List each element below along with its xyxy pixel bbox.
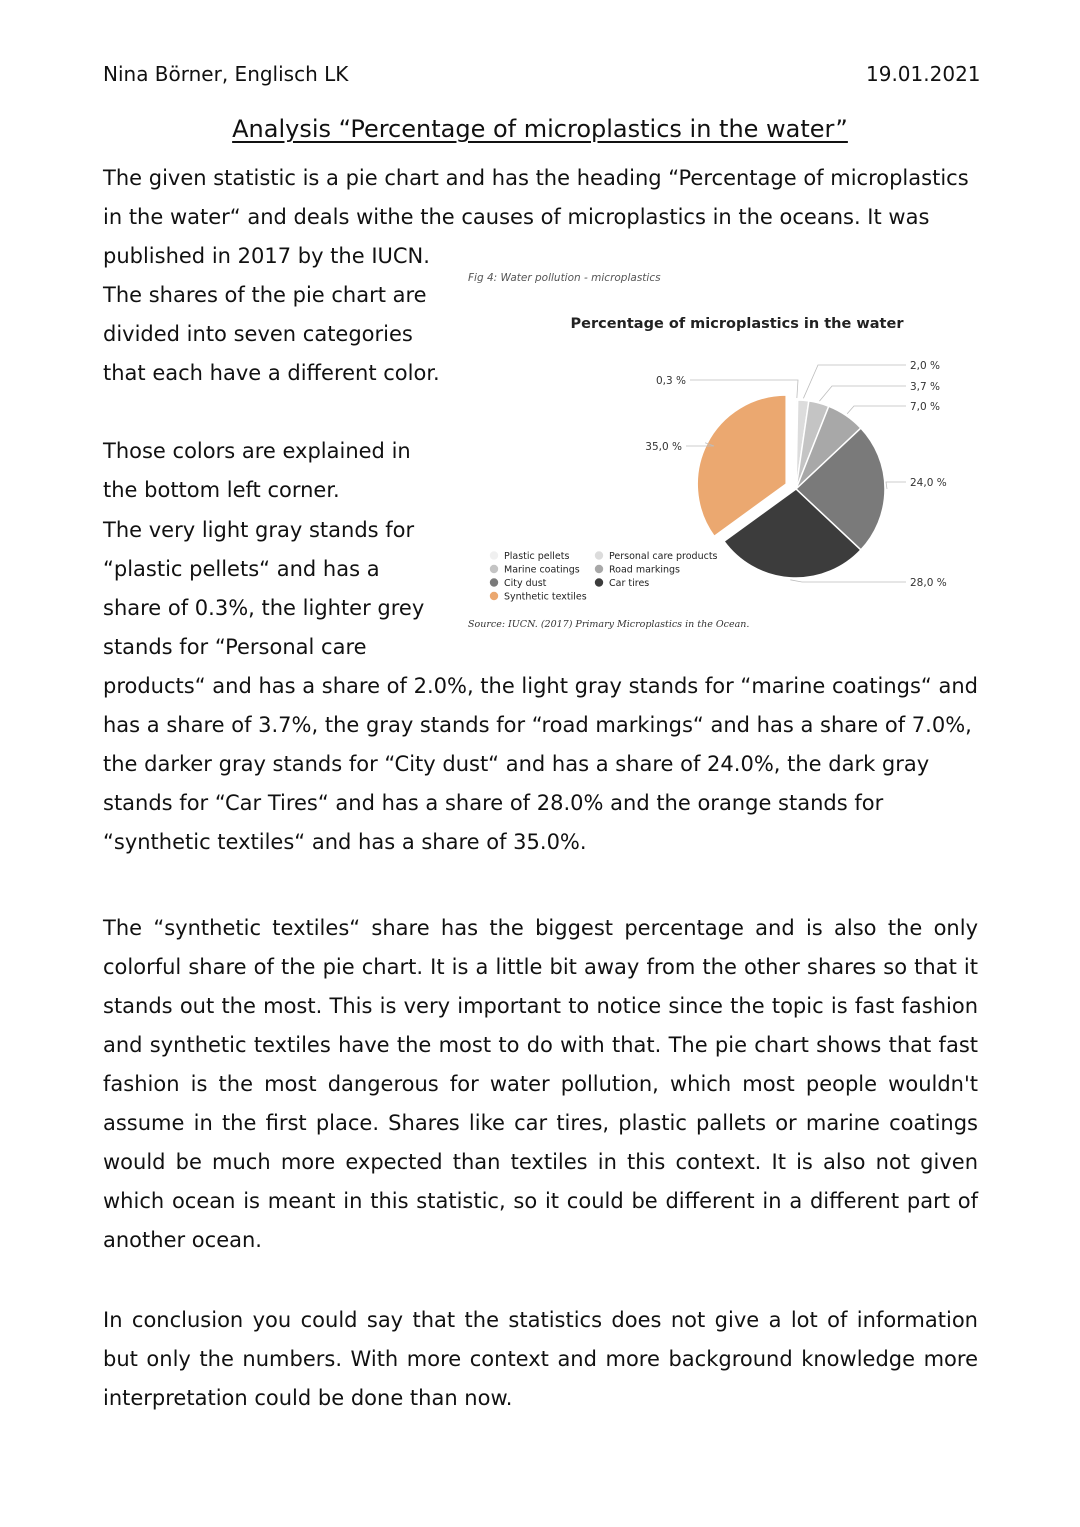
document-title: Analysis “Percentage of microplastics in the water”: [232, 115, 848, 143]
legend-entry: City dust: [504, 578, 547, 589]
legend-swatch: [490, 592, 498, 600]
intro-line: The given statistic is a pie chart and has the heading “Percentage of microplastics: [103, 166, 969, 190]
figure-caption: Fig 4: Water pollution - microplastics: [468, 272, 661, 284]
pie-data-label: 35,0 %: [645, 441, 682, 453]
pie-leader-line: [790, 580, 906, 582]
colors-line: products“ and has a share of 2.0%, the light gray stands for “marine coatings“ and: [103, 674, 978, 698]
legend-entry: Plastic pellets: [504, 551, 570, 562]
chart-title: Percentage of microplastics in the water: [570, 316, 904, 332]
pie-leader-line: [803, 365, 906, 398]
intro-line: that each have a different color.: [103, 361, 440, 385]
colors-line: has a share of 3.7%, the gray stands for “road markings“ and has a share of 7.0%,: [103, 713, 972, 737]
colors-line: The very light gray stands for: [103, 518, 415, 542]
legend-swatch: [490, 565, 498, 573]
legend-entry: Road markings: [609, 564, 680, 576]
colors-line: “synthetic textiles“ and has a share of 35.0%.: [103, 830, 587, 854]
intro-line: The shares of the pie chart are: [103, 283, 427, 307]
analysis-paragraph: The “synthetic textiles“ share has the biggest percentage and is also the only colorful share of the pie chart. It is a little bit away from the other shares so that it stands out the most. This is very important to notice since the topic is fast fashion and synthetic textiles have the most to do with that. The pie chart shows that fast fashion is the most dangerous for water pollution, which most people wouldn't assume in the first place. Shares like car tires, plastic pallets or marine coatings would be much more expected than textiles in this context. It is also not given which ocean is meant in this statistic, so it could be different in a different part of another ocean.: [103, 916, 978, 1252]
legend-entry: Marine coatings: [504, 564, 580, 576]
legend-swatch: [595, 551, 603, 559]
pie-leader-line: [819, 386, 906, 401]
pie-data-label: 0,3 %: [655, 375, 686, 387]
pie-data-label: 2,0 %: [910, 360, 941, 372]
colors-line: stands for “Car Tires“ and has a share of 28.0% and the orange stands for: [103, 791, 884, 815]
intro-line: in the water“ and deals withe the causes of microplastics in the oceans. It was: [103, 205, 930, 229]
legend-swatch: [490, 578, 498, 586]
colors-line: stands for “Personal care: [103, 635, 367, 659]
colors-line: Those colors are explained in: [103, 439, 411, 463]
intro-line: divided into seven categories: [103, 322, 413, 346]
colors-line: the darker gray stands for “City dust“ and has a share of 24.0%, the dark gray: [103, 752, 930, 776]
author-name: Nina Börner, Englisch LK: [103, 62, 349, 86]
pie-leader-line: [847, 406, 906, 414]
pie-data-label: 28,0 %: [910, 577, 947, 589]
pie-data-label: 24,0 %: [910, 477, 947, 489]
colors-line: the bottom left corner.: [103, 478, 340, 502]
pie-chart-figure: [462, 268, 962, 638]
legend-entry: Car tires: [609, 578, 650, 589]
colors-line: share of 0.3%, the lighter grey: [103, 596, 425, 620]
pie-chart: [462, 268, 962, 613]
legend-entry: Synthetic textiles: [504, 591, 587, 603]
legend-swatch: [595, 565, 603, 573]
intro-line: published in 2017 by the IUCN.: [103, 244, 430, 268]
pie-leader-line: [886, 482, 906, 489]
pie-data-label: 3,7 %: [910, 381, 941, 393]
legend-swatch: [595, 578, 603, 586]
figure-source: Source: IUCN. (2017) Primary Microplastics in the Ocean.: [468, 619, 750, 630]
legend-swatch: [490, 551, 498, 559]
legend-entry: Personal care products: [609, 551, 718, 562]
conclusion-paragraph: In conclusion you could say that the statistics does not give a lot of information but only the numbers. With more context and more background knowledge more interpretation could be done than now.: [103, 1308, 978, 1410]
colors-line: “plastic pellets“ and has a: [103, 557, 380, 581]
pie-data-label: 7,0 %: [910, 401, 941, 413]
document-date: 19.01.2021: [866, 62, 981, 86]
